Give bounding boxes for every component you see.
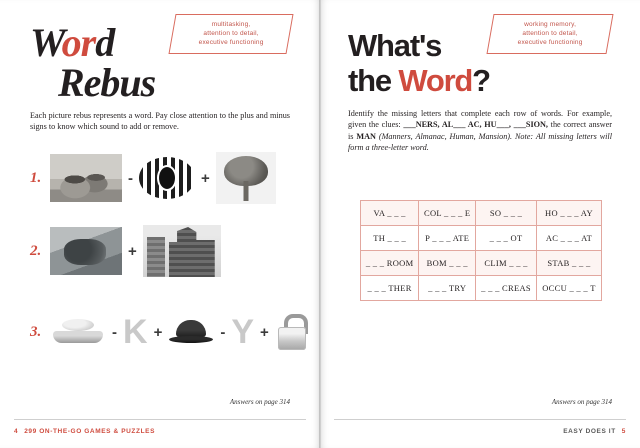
cell-r3c3[interactable]: CLIM _ _ _ xyxy=(476,251,537,276)
table-row[interactable] xyxy=(361,251,602,276)
table-row[interactable] xyxy=(361,226,602,251)
page-title-right xyxy=(348,30,568,96)
horses-photo xyxy=(50,154,122,202)
cell-r1c4[interactable]: HO _ _ _ AY xyxy=(536,201,601,226)
letter-y: Y xyxy=(231,313,255,351)
city-skyline-photo xyxy=(143,225,221,277)
answers-note-left: Answers on page 314 xyxy=(229,398,290,406)
skills-tag-line-3: executive functioning xyxy=(198,39,264,46)
cell-r1c1[interactable]: VA _ _ _ xyxy=(361,201,419,226)
cell-r3c4[interactable]: STAB _ _ _ xyxy=(536,251,601,276)
table-row[interactable] xyxy=(361,276,602,301)
cell-r3c2[interactable]: BOM _ _ _ xyxy=(419,251,476,276)
scuba-diver-photo xyxy=(50,227,122,275)
letter-k: K xyxy=(123,313,148,351)
cell-r4c1[interactable]: _ _ _ THER xyxy=(361,276,419,301)
cell-r2c3[interactable]: _ _ _ OT xyxy=(476,226,537,251)
cell-r1c2[interactable]: COL _ _ _ E xyxy=(419,201,476,226)
rebus-row-3 xyxy=(30,312,309,352)
folio-left xyxy=(14,428,155,435)
skills-tag-right-line-3: executive functioning xyxy=(517,39,583,46)
rebus-row-1 xyxy=(30,152,276,204)
skills-tag-line-1: multitasking, xyxy=(211,21,251,28)
cell-r2c1[interactable]: TH _ _ _ xyxy=(361,226,419,251)
rebus-number-2: 2. xyxy=(30,242,42,259)
operator-minus-3b: - xyxy=(220,323,226,341)
right-instructions xyxy=(348,108,612,154)
bowler-hat-photo xyxy=(168,315,214,349)
operator-minus: - xyxy=(128,169,133,187)
book-title-footer: 299 ON-THE-GO GAMES & PUZZLES xyxy=(24,428,156,435)
rebus-number-3: 3. xyxy=(30,323,42,340)
title-rebus: Rebus xyxy=(58,60,156,105)
operator-plus-3a: + xyxy=(153,323,163,341)
skills-tag-right-line-2: attention to detail, xyxy=(522,30,578,37)
tree-photo xyxy=(216,152,276,204)
operator-minus-3a: - xyxy=(112,323,117,341)
barrel-photo xyxy=(139,157,195,199)
page-number-left: 4 xyxy=(14,428,19,435)
title-letter-d: d xyxy=(95,20,115,65)
word-table[interactable] xyxy=(360,200,602,301)
footer-rule-left xyxy=(14,419,306,420)
cell-r2c2[interactable]: P _ _ _ ATE xyxy=(419,226,476,251)
operator-plus-3b: + xyxy=(260,323,269,341)
instructions-part-2: the correct answer is xyxy=(348,120,612,141)
skills-tag-line-2: attention to detail, xyxy=(203,30,259,37)
instructions-answer: MAN xyxy=(356,131,376,141)
title-question-mark: ? xyxy=(472,63,490,98)
skills-tag-right-line-1: working memory, xyxy=(524,21,577,28)
instructions-part-1: Identify the missing letters that complete each row of words. For example, given the clues: xyxy=(348,109,612,130)
instructions-clues: ___NERS, AL___ AC, HU___, ___SION, xyxy=(403,120,548,130)
footer-rule-right xyxy=(334,419,626,420)
answers-note-right: Answers on page 314 xyxy=(551,398,612,406)
section-title-footer: EASY DOES IT xyxy=(563,428,616,435)
title-letter-w: W xyxy=(30,20,62,65)
page-title-left xyxy=(30,20,210,105)
cell-r4c3[interactable]: _ _ _ CREAS xyxy=(476,276,537,301)
title-the: the xyxy=(348,63,399,98)
folio-right xyxy=(563,428,626,435)
title-letters-or: or xyxy=(61,20,96,65)
operator-plus-2: + xyxy=(128,242,137,260)
rebus-row-2 xyxy=(30,225,221,277)
operator-plus: + xyxy=(201,169,210,187)
left-instructions: Each picture rebus represents a word. Pay close attention to the plus and minus signs to know which sound to add or remove. xyxy=(30,111,290,132)
cell-r1c3[interactable]: SO _ _ _ xyxy=(476,201,537,226)
padlock-photo xyxy=(275,312,309,352)
table-row[interactable] xyxy=(361,201,602,226)
book-gutter xyxy=(319,0,321,448)
tray-photo xyxy=(50,317,106,347)
instructions-part-3: (Manners, Almanac, Human, Mansion). Note: All missing letters will form a three-letter word. xyxy=(348,131,612,153)
word-grid[interactable] xyxy=(360,200,602,301)
right-page xyxy=(320,0,640,448)
cell-r4c4[interactable]: OCCU _ _ _ T xyxy=(536,276,601,301)
rebus-number-1: 1. xyxy=(30,169,42,186)
title-whats: What's xyxy=(348,28,442,63)
cell-r4c2[interactable]: _ _ _ TRY xyxy=(419,276,476,301)
title-word-accent: Word xyxy=(398,63,473,98)
page-number-right: 5 xyxy=(621,428,626,435)
cell-r3c1[interactable]: _ _ _ ROOM xyxy=(361,251,419,276)
cell-r2c4[interactable]: AC _ _ _ AT xyxy=(536,226,601,251)
